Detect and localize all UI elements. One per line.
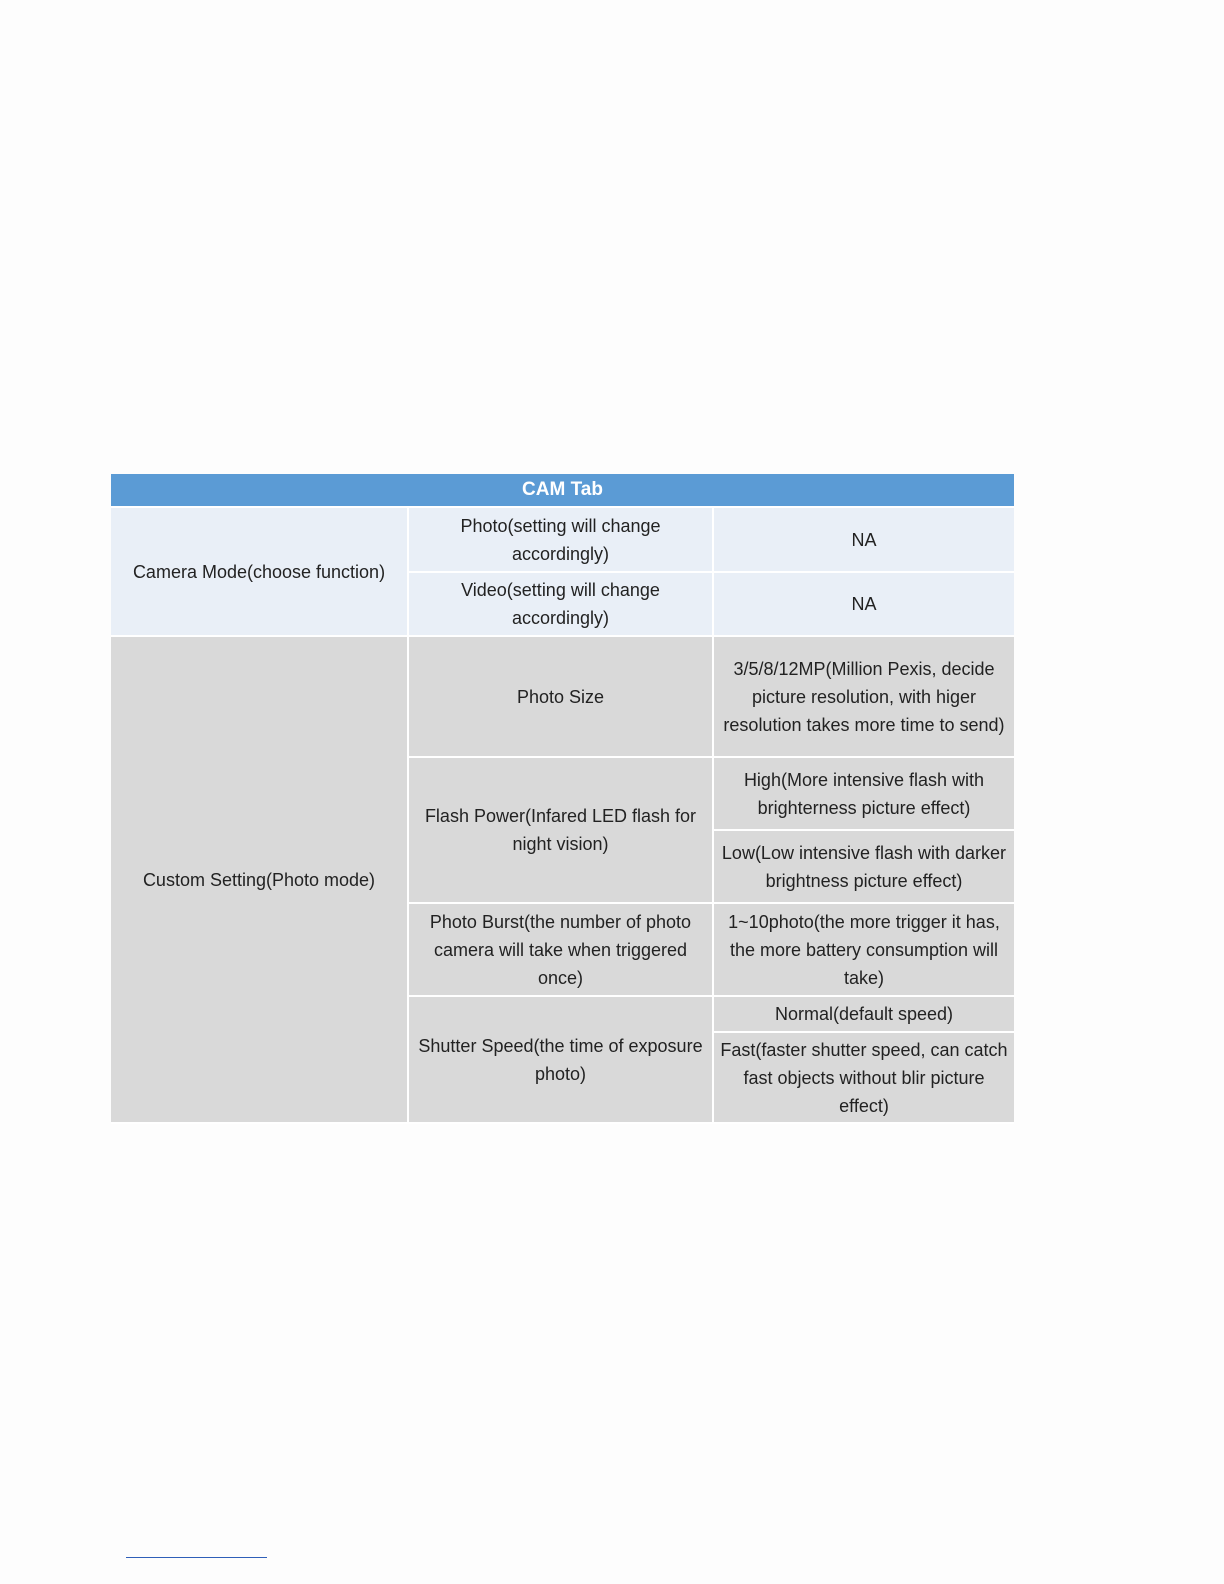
- shutter-speed-name: Shutter Speed(the time of exposure photo): [408, 996, 713, 1123]
- flash-power-value-high: High(More intensive flash with brighterness picture effect): [713, 757, 1014, 830]
- custom-setting-label: Custom Setting(Photo mode): [111, 636, 408, 1123]
- footnote-separator: [126, 1557, 267, 1558]
- flash-power-value-low: Low(Low intensive flash with darker brightness picture effect): [713, 830, 1014, 903]
- photo-size-name: Photo Size: [408, 636, 713, 757]
- photo-burst-name: Photo Burst(the number of photo camera will take when triggered once): [408, 903, 713, 996]
- table-header-row: [111, 474, 1014, 507]
- camera-mode-option-photo: Photo(setting will change accordingly): [408, 507, 713, 572]
- camera-mode-option-photo-value: NA: [713, 507, 1014, 572]
- shutter-speed-value-fast: Fast(faster shutter speed, can catch fast objects without blir picture effect): [713, 1032, 1014, 1123]
- table-row: [111, 507, 1014, 572]
- table-row: [111, 636, 1014, 757]
- camera-mode-option-video-value: NA: [713, 572, 1014, 636]
- camera-mode-label: Camera Mode(choose function): [111, 507, 408, 636]
- flash-power-name: Flash Power(Infared LED flash for night vision): [408, 757, 713, 903]
- shutter-speed-value-normal: Normal(default speed): [713, 996, 1014, 1032]
- photo-burst-value: 1~10photo(the more trigger it has, the more battery consumption will take): [713, 903, 1014, 996]
- photo-size-value: 3/5/8/12MP(Million Pexis, decide picture resolution, with higer resolution takes more time to send): [713, 636, 1014, 757]
- table-title: CAM Tab: [111, 474, 1014, 507]
- camera-mode-option-video: Video(setting will change accordingly): [408, 572, 713, 636]
- cam-tab-table: [111, 474, 1014, 1124]
